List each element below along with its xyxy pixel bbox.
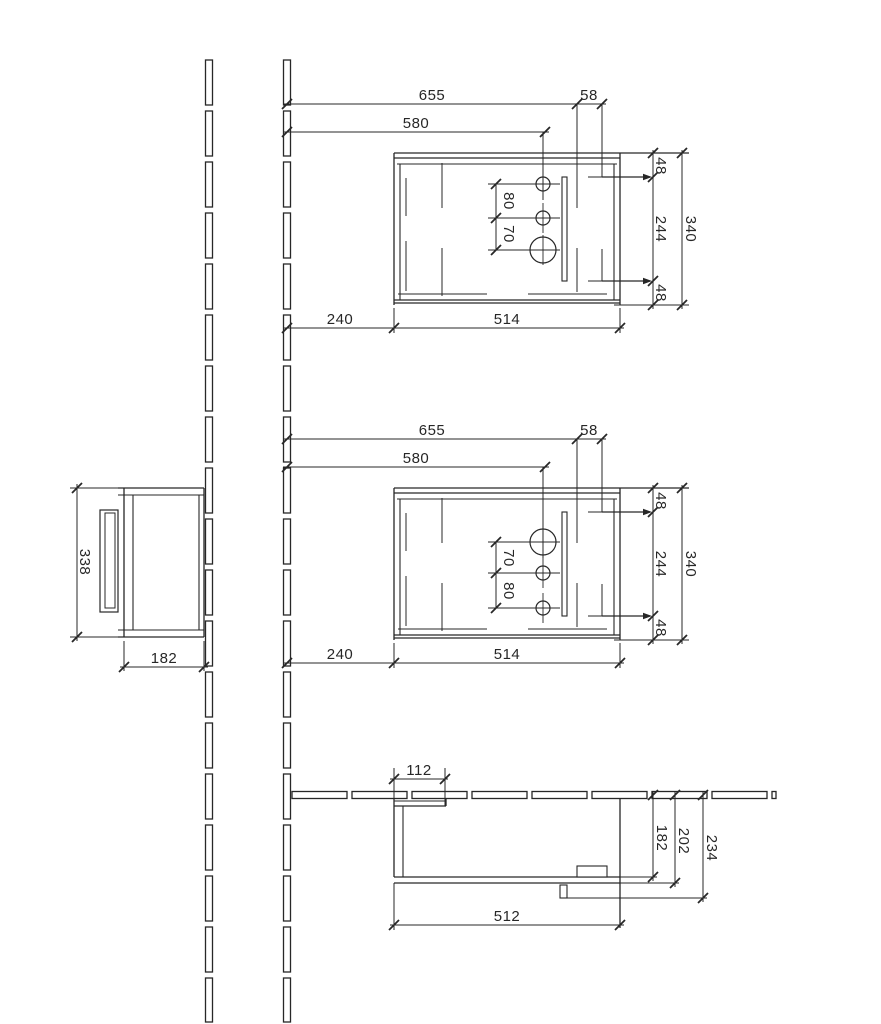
- dim-plan-depth-door: 202: [675, 827, 692, 855]
- drawing-rect: [472, 792, 527, 799]
- dim-side-height: 338: [76, 548, 93, 576]
- dim-front-lower-fix-top: 48: [652, 492, 669, 510]
- drawing-rect: [284, 519, 291, 564]
- dim-front-lower-left-offset: 240: [326, 646, 354, 663]
- drawing-rect: [206, 570, 213, 615]
- drawing-rect: [284, 672, 291, 717]
- dim-front-lower-fix-middle: 244: [652, 550, 669, 578]
- dim-plan-depth-body: 182: [653, 824, 670, 852]
- drawing-rect: [206, 621, 213, 666]
- drawing-rect: [284, 723, 291, 768]
- drawing-rect: [292, 792, 347, 799]
- drawing-rect: [206, 927, 213, 972]
- drawing-rect: [284, 978, 291, 1022]
- dim-plan-width: 512: [493, 908, 521, 925]
- drawing-rect: [206, 672, 213, 717]
- drawing-rect: [284, 315, 291, 360]
- dim-front-lower-center-line: 580: [402, 450, 430, 467]
- dim-front-upper-fix-middle: 244: [652, 215, 669, 243]
- drawing-rect: [562, 177, 567, 281]
- dim-front-upper-overall-width: 655: [418, 87, 446, 104]
- dim-front-upper-side-offset: 58: [580, 87, 598, 104]
- dim-front-lower-width: 514: [493, 646, 521, 663]
- drawing-rect: [206, 723, 213, 768]
- drawing-rect: [284, 60, 291, 105]
- drawing-rect: [412, 792, 467, 799]
- dim-side-depth: 182: [150, 650, 178, 667]
- drawing-rect: [206, 978, 213, 1022]
- drawing-rect: [284, 876, 291, 921]
- drawing-rect: [206, 60, 213, 105]
- dim-front-lower-fix-bottom: 48: [652, 619, 669, 637]
- drawing-rect: [206, 162, 213, 207]
- drawing-rect: [284, 366, 291, 411]
- drawing-rect: [284, 825, 291, 870]
- dim-front-upper-hole-gap-bottom: 70: [500, 225, 517, 243]
- dim-plan-depth-total: 234: [703, 834, 720, 862]
- drawing-rect: [532, 792, 587, 799]
- drawing-rect: [560, 885, 567, 898]
- drawing-rect: [712, 792, 767, 799]
- drawing-rect: [652, 792, 707, 799]
- drawing-rect: [284, 774, 291, 819]
- dim-front-lower-hole-gap-top: 70: [500, 549, 517, 567]
- drawing-rect: [206, 315, 213, 360]
- dim-front-upper-center-line: 580: [402, 115, 430, 132]
- drawing-rect: [206, 774, 213, 819]
- dim-front-upper-left-offset: 240: [326, 311, 354, 328]
- drawing-rect: [284, 213, 291, 258]
- drawing-rect: [352, 792, 407, 799]
- dim-front-lower-overall-width: 655: [418, 422, 446, 439]
- dim-plan-recess-width: 112: [406, 762, 432, 779]
- dim-front-upper-fix-bottom: 48: [652, 284, 669, 302]
- dim-front-upper-fix-top: 48: [652, 157, 669, 175]
- drawing-rect: [206, 825, 213, 870]
- drawing-rect: [562, 512, 567, 616]
- drawing-rect: [284, 570, 291, 615]
- drawing-rect: [284, 927, 291, 972]
- drawing-rect: [592, 792, 647, 799]
- drawing-rect: [206, 111, 213, 156]
- drawing-rect: [105, 513, 115, 608]
- drawing-rect: [577, 866, 607, 877]
- drawing-rect: [206, 519, 213, 564]
- drawing-rect: [284, 621, 291, 666]
- dim-front-upper-height: 340: [682, 215, 699, 243]
- drawing-rect: [206, 876, 213, 921]
- drawing-rect: [206, 417, 213, 462]
- drawing-rect: [772, 792, 776, 799]
- dim-front-lower-height: 340: [682, 550, 699, 578]
- drawing-rect: [206, 468, 213, 513]
- drawing-rect: [284, 264, 291, 309]
- drawing-rect: [284, 162, 291, 207]
- dim-front-upper-width: 514: [493, 311, 521, 328]
- drawing-rect: [284, 468, 291, 513]
- dim-front-upper-hole-gap-top: 80: [500, 192, 517, 210]
- dim-front-lower-hole-gap-bottom: 80: [500, 582, 517, 600]
- dim-front-lower-side-offset: 58: [580, 422, 598, 439]
- drawing-rect: [206, 264, 213, 309]
- drawing-rect: [206, 213, 213, 258]
- drawing-rect: [206, 366, 213, 411]
